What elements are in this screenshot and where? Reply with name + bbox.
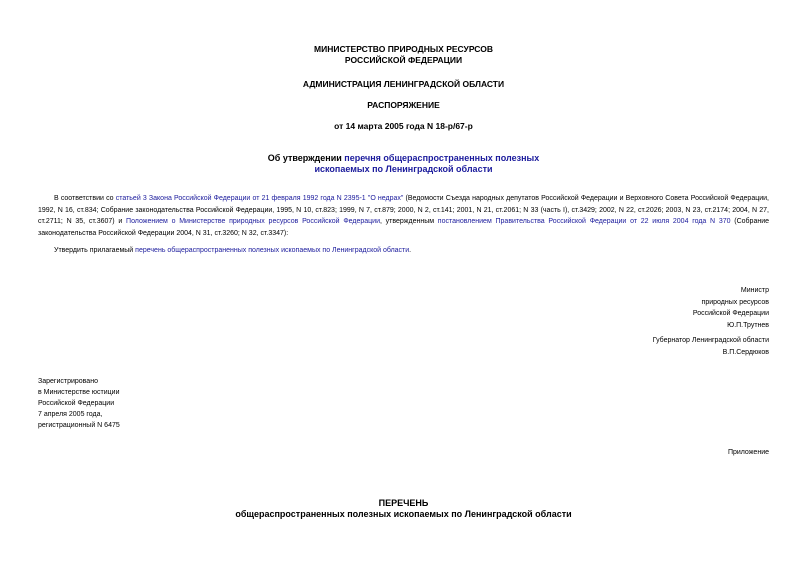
- ministry-line-2: РОССИЙСКОЙ ФЕДЕРАЦИИ: [344, 54, 463, 65]
- para1-text-2: (Ведомости Съезда народных депутатов Российской Федерации и Верховного Совета Российской Федерации, 1992, N 16, ст.834; Собрание законодательства Российской Федерации, 1995, N 10, ст.823; 1999, N 7, ст.879; 2000, N 2, ст.141; 2001, N 21, ст.2061; N 33 (часть I), ст.3429; 2002, N 22, ст.2026; 2003, N 23, ст.2174; 2004, N 27, ст.2711; N 35, ст.3607) и: [38, 195, 769, 225]
- minister-title-2: природных ресурсов: [701, 298, 769, 306]
- minister-title-1: Министр: [740, 287, 769, 294]
- registration-line-1: Зарегистрировано: [38, 378, 98, 385]
- list-title: [0, 498, 807, 521]
- ministry-line-1: МИНИСТЕРСТВО ПРИРОДНЫХ РЕСУРСОВ: [314, 44, 493, 54]
- list-title-line-2: общераспространенных полезных ископаемых по Ленинградской области: [235, 509, 572, 520]
- registration-line-5: регистрационный N 6475: [38, 422, 120, 429]
- title-link-part-2[interactable]: ископаемых по Ленинградской области: [314, 164, 493, 175]
- minister-title-3: Российской Федерации: [692, 310, 769, 317]
- governor-title: Губернатор Ленинградской области: [652, 337, 769, 344]
- administration-header: АДМИНИСТРАЦИЯ ЛЕНИНГРАДСКОЙ ОБЛАСТИ: [302, 79, 505, 89]
- registration-block: [38, 376, 120, 431]
- minerals-list-link[interactable]: перечень общераспространенных полезных ископаемых по Ленинградской области: [135, 247, 410, 254]
- appendix-label: Приложение: [727, 449, 769, 456]
- para2-text-2: .: [409, 247, 412, 254]
- governor-name: В.П.Сердюков: [722, 348, 769, 356]
- para1-text-1: В соответствии со: [54, 195, 116, 202]
- minister-name: Ю.П.Трутнев: [727, 321, 769, 329]
- registration-line-4: 7 апреля 2005 года,: [38, 411, 103, 418]
- document-title: [0, 153, 807, 176]
- document-type: РАСПОРЯЖЕНИЕ: [367, 100, 440, 110]
- signature-minister: [693, 285, 769, 331]
- paragraph-basis: [38, 193, 769, 239]
- document-date-number: от 14 марта 2005 года N 18-р/67-р: [334, 121, 473, 131]
- registration-line-2: в Министерстве юстиции: [38, 389, 120, 396]
- paragraph-approve: [38, 245, 769, 257]
- signature-governor: [653, 335, 769, 358]
- ministry-regulation-link[interactable]: Положением о Министерстве природных ресурсов Российской Федерации: [126, 218, 380, 225]
- title-prefix: Об утверждении: [267, 153, 345, 163]
- para1-text-4: (Собрание законодательства Российской Федерации 2004, N 31, ст.3260; N 32, ст.3347):: [38, 218, 770, 237]
- registration-line-3: Российской Федерации: [38, 400, 115, 407]
- ministry-header: [0, 44, 807, 65]
- para2-text-1: Утвердить прилагаемый: [54, 247, 136, 254]
- law-on-subsoil-link[interactable]: статьей 3 Закона Российской Федерации от 21 февраля 1992 года N 2395-1 "О недрах": [115, 195, 404, 202]
- title-link-part-1[interactable]: перечня общераспространенных полезных: [344, 153, 540, 163]
- government-decree-link[interactable]: постановлением Правительства Российской Федерации от 22 июля 2004 года N 370: [437, 218, 731, 225]
- para1-text-3: , утвержденным: [379, 218, 438, 225]
- list-title-line-1: ПЕРЕЧЕНЬ: [378, 498, 429, 508]
